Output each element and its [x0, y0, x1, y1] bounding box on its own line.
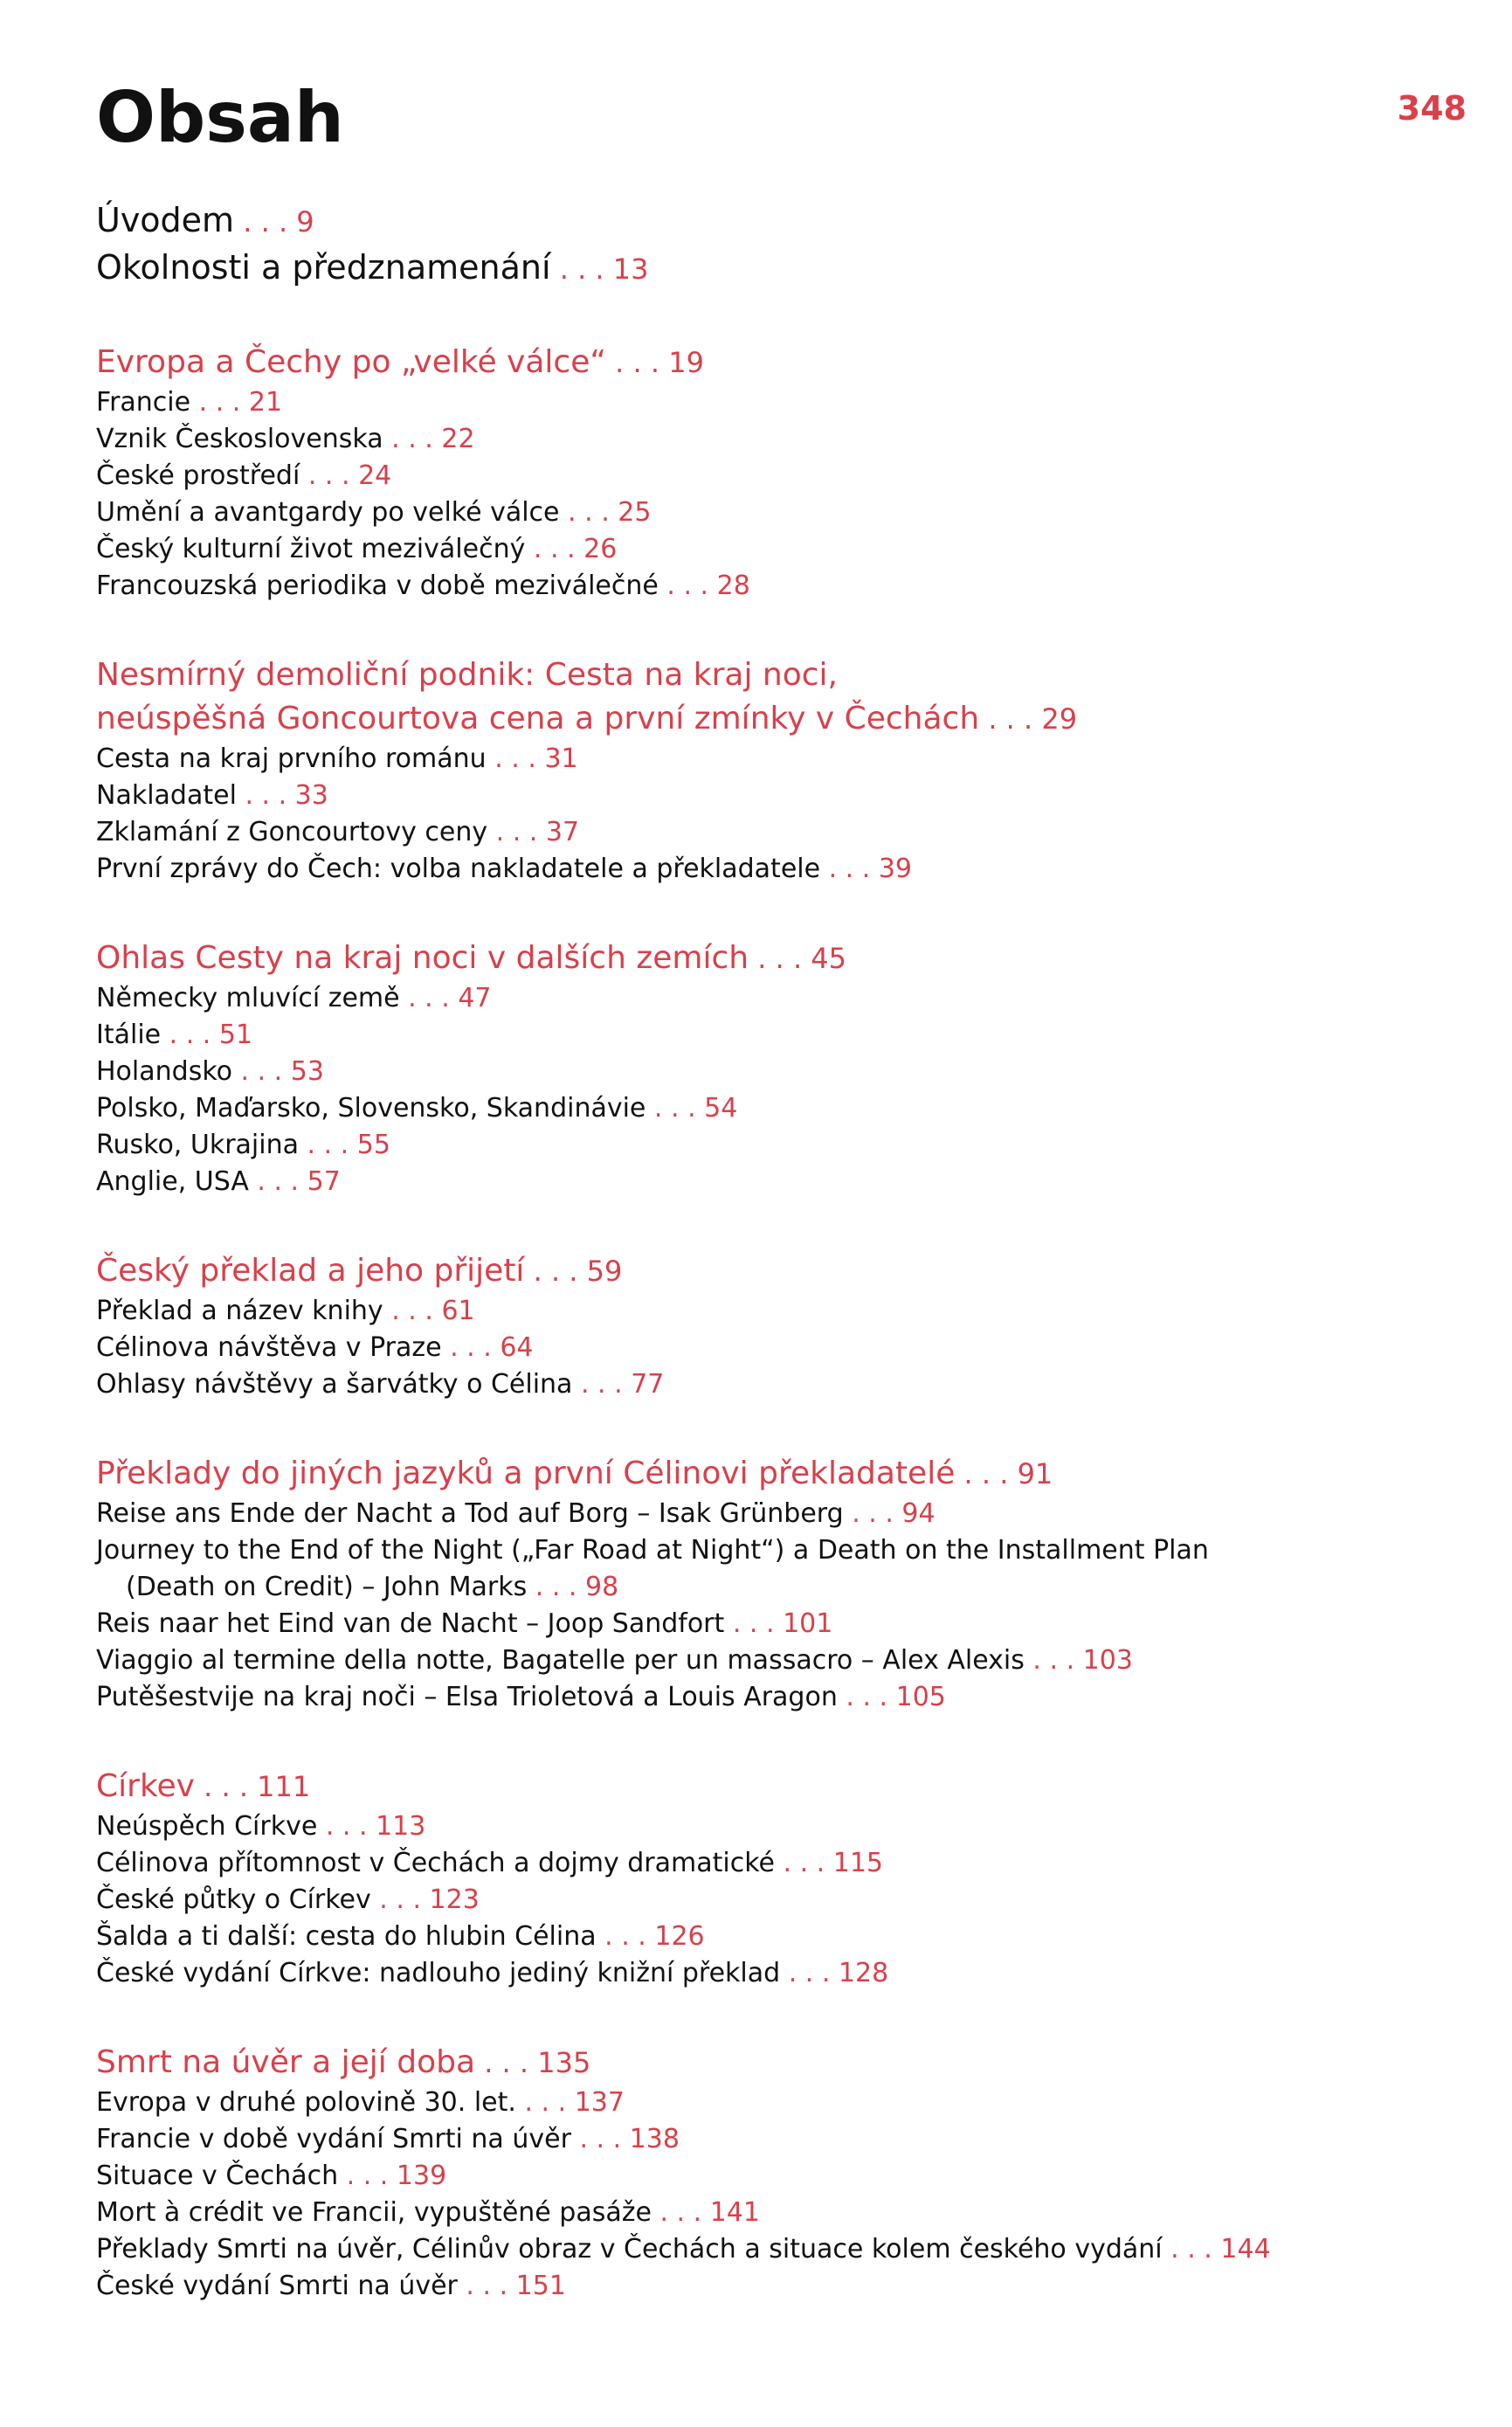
- leader-dots: . . .: [559, 497, 618, 528]
- toc-entry[interactable]: [96, 421, 1441, 458]
- table-of-contents: [96, 197, 1441, 2305]
- toc-sections: [96, 341, 1441, 2305]
- leader-dots: . . .: [248, 1166, 307, 1197]
- toc-entry[interactable]: [96, 1532, 1441, 1606]
- toc-entry[interactable]: [96, 1366, 1441, 1403]
- toc-entry[interactable]: [96, 814, 1441, 851]
- page-ref: 77: [631, 1369, 665, 1400]
- toc-entry[interactable]: [96, 2268, 1441, 2305]
- leader-dots: . . .: [1024, 1645, 1083, 1676]
- entry-title: Překlady Smrti na úvěr, Célinův obraz v Čechách a situace kolem českého vydání: [96, 2234, 1163, 2265]
- page-ref: 59: [586, 1255, 623, 1288]
- page-ref: 138: [629, 2124, 680, 2154]
- toc-entry[interactable]: [96, 1017, 1441, 1054]
- page-ref: 51: [218, 1020, 253, 1050]
- entry-title: Rusko, Ukrajina: [96, 1130, 299, 1160]
- toc-section: [96, 1452, 1441, 1716]
- leader-dots: . . .: [383, 424, 442, 454]
- leader-dots: . . .: [236, 780, 295, 811]
- page-ref: 137: [574, 2087, 625, 2118]
- page-ref: 26: [583, 534, 618, 564]
- toc-entry[interactable]: [96, 568, 1441, 605]
- entry-title: Anglie, USA: [96, 1166, 249, 1197]
- leader-dots: . . .: [194, 1770, 258, 1803]
- page-ref: 103: [1082, 1645, 1133, 1676]
- page-ref: 55: [356, 1130, 390, 1160]
- entry-title: Cesta na kraj prvního románu: [96, 743, 487, 774]
- toc-entry[interactable]: [96, 1808, 1441, 1845]
- leader-dots: . . .: [525, 534, 584, 564]
- section-title-text: Církev: [96, 1768, 195, 1804]
- entry-title: Célinova přítomnost v Čechách a dojmy dramatické: [96, 1848, 775, 1878]
- toc-entry[interactable]: [96, 741, 1441, 778]
- page-ref: 13: [612, 252, 649, 286]
- entry-title: Ohlasy návštěvy a šarvátky o Célina: [96, 1369, 573, 1400]
- page-ref: 33: [294, 780, 328, 811]
- leader-dots: . . .: [338, 2161, 397, 2191]
- leader-dots: . . .: [234, 205, 297, 239]
- page-ref: 19: [668, 346, 704, 379]
- leader-dots: . . .: [774, 1848, 833, 1878]
- entry-title: Situace v Čechách: [96, 2161, 339, 2191]
- toc-entry[interactable]: [96, 1496, 1441, 1532]
- section-title-text: Ohlas Cesty na kraj noci v dalších zemích: [96, 940, 749, 976]
- leader-dots: . . .: [749, 942, 811, 975]
- toc-entry[interactable]: [96, 1293, 1441, 1330]
- page-title: Obsah: [96, 77, 344, 158]
- toc-section: [96, 341, 1441, 605]
- leader-dots: . . .: [780, 1958, 839, 1988]
- leader-dots: . . .: [606, 346, 669, 379]
- toc-entry[interactable]: [96, 1882, 1441, 1919]
- leader-dots: . . .: [570, 2124, 630, 2154]
- page-ref: 9: [296, 205, 314, 239]
- intro-entries: [96, 197, 1441, 292]
- page-ref: 98: [585, 1572, 619, 1602]
- page-ref: 113: [376, 1811, 426, 1842]
- toc-entry[interactable]: [96, 2085, 1441, 2121]
- entry-title: Viaggio al termine della notte, Bagatelle per un massacro – Alex Alexis: [96, 1645, 1025, 1676]
- leader-dots: . . .: [550, 252, 613, 286]
- toc-entry[interactable]: [96, 1642, 1441, 1679]
- page-ref: 31: [544, 743, 578, 774]
- section-heading[interactable]: [96, 1765, 1441, 1808]
- toc-entry[interactable]: [96, 1845, 1441, 1882]
- toc-entry[interactable]: [96, 1090, 1441, 1127]
- leader-dots: . . .: [837, 1682, 896, 1712]
- leader-dots: . . .: [317, 1811, 376, 1842]
- page-ref: 151: [515, 2271, 566, 2301]
- leader-dots: . . .: [231, 1056, 291, 1087]
- entry-title: Francouzská periodika v době meziválečné: [96, 570, 659, 601]
- entry-title: České půtky o Církev: [96, 1884, 371, 1915]
- page-ref: 37: [545, 817, 580, 847]
- entry-title: Německy mluvící země: [96, 983, 400, 1013]
- section-title-text: Smrt na úvěr a její doba: [96, 2044, 476, 2080]
- page-ref: 144: [1220, 2234, 1271, 2265]
- page-ref: 91: [1017, 1457, 1053, 1490]
- toc-entry[interactable]: [96, 851, 1441, 888]
- toc-intro-entry[interactable]: [96, 245, 1441, 292]
- entry-title: (Death on Credit) – John Marks: [126, 1572, 528, 1602]
- leader-dots: . . .: [646, 1093, 705, 1124]
- toc-entry[interactable]: [96, 2195, 1441, 2231]
- leader-dots: . . .: [843, 1498, 902, 1529]
- leader-dots: . . .: [370, 1884, 430, 1915]
- leader-dots: . . .: [658, 570, 717, 601]
- toc-entry[interactable]: [96, 1054, 1441, 1090]
- leader-dots: . . .: [161, 1020, 219, 1050]
- entry-title: První zprávy do Čech: volba nakladatele a překladatele: [96, 854, 821, 884]
- toc-entry[interactable]: [96, 1919, 1441, 1955]
- entry-title: Putěšestvije na kraj noči – Elsa Trioletová a Louis Aragon: [96, 1682, 838, 1712]
- section-heading[interactable]: [96, 341, 1441, 384]
- entry-title: Reise ans Ende der Nacht a Tod auf Borg – Isak Grünberg: [96, 1498, 844, 1529]
- toc-entry[interactable]: [96, 1164, 1441, 1200]
- entry-title: Úvodem: [96, 201, 235, 239]
- page-ref: 53: [290, 1056, 324, 1087]
- leader-dots: . . .: [441, 1332, 501, 1363]
- section-heading[interactable]: [96, 653, 1441, 741]
- toc-section: [96, 653, 1441, 888]
- page-ref: 28: [716, 570, 750, 601]
- leader-dots: . . .: [383, 1296, 442, 1326]
- section-heading[interactable]: [96, 1249, 1441, 1293]
- toc-section: [96, 1765, 1441, 1992]
- section-title-text-line1: Nesmírný demoliční podnik: Cesta na kraj noci,: [96, 657, 838, 693]
- toc-entry[interactable]: [96, 2158, 1441, 2195]
- section-heading[interactable]: [96, 937, 1441, 980]
- leader-dots: . . .: [955, 1457, 1018, 1490]
- page-ref: 115: [832, 1848, 884, 1878]
- entry-title: Umění a avantgardy po velké válce: [96, 497, 560, 528]
- page-ref: 128: [838, 1958, 889, 1988]
- entry-title: Vznik Československa: [96, 424, 383, 454]
- leader-dots: . . .: [475, 2046, 538, 2079]
- leader-dots: . . .: [527, 1572, 585, 1602]
- page-ref: 57: [307, 1166, 341, 1197]
- entry-title: Okolnosti a předznamenání: [96, 248, 551, 287]
- page-ref: 141: [709, 2197, 760, 2228]
- entry-title: Mort à crédit ve Francii, vypuštěné pasáže: [96, 2197, 652, 2228]
- entry-title-line2: [96, 1572, 618, 1602]
- page-ref: 139: [396, 2161, 447, 2191]
- page-ref: 24: [358, 460, 392, 491]
- page-ref: 123: [429, 1884, 480, 1915]
- section-title-text: neúspěšná Goncourtova cena a první zmínky v Čechách: [96, 701, 980, 736]
- page-ref: 25: [618, 497, 652, 528]
- toc-section: [96, 937, 1441, 1200]
- leader-dots: . . .: [486, 743, 545, 774]
- toc-entry[interactable]: [96, 1679, 1441, 1716]
- leader-dots: . . .: [524, 1255, 587, 1288]
- entry-title: České vydání Smrti na úvěr: [96, 2271, 458, 2301]
- leader-dots: . . .: [299, 1130, 357, 1160]
- leader-dots: . . .: [572, 1369, 632, 1400]
- entry-title: Célinova návštěva v Praze: [96, 1332, 442, 1363]
- page-ref: 64: [500, 1332, 534, 1363]
- section-title-text: Evropa a Čechy po „velké válce“: [96, 344, 606, 380]
- page-ref: 29: [1041, 702, 1078, 736]
- leader-dots: . . .: [487, 817, 546, 847]
- entry-title: České vydání Církve: nadlouho jediný knižní překlad: [96, 1958, 781, 1988]
- page-ref: 105: [895, 1682, 946, 1712]
- toc-entry[interactable]: [96, 1127, 1441, 1164]
- section-title-text-line2: [96, 701, 1077, 736]
- page-ref: 94: [901, 1498, 936, 1529]
- page-ref: 45: [811, 942, 846, 975]
- leader-dots: . . .: [1162, 2234, 1221, 2265]
- entry-title: Evropa v druhé polovině 30. let.: [96, 2087, 516, 2118]
- leader-dots: . . .: [979, 702, 1042, 736]
- page-ref: 22: [441, 424, 475, 454]
- page-ref: 21: [248, 387, 283, 418]
- entry-title: Neúspěch Církve: [96, 1811, 318, 1842]
- entry-title: Šalda a ti další: cesta do hlubin Célina: [96, 1921, 597, 1952]
- toc-entry[interactable]: [96, 1955, 1441, 1992]
- leader-dots: . . .: [596, 1921, 655, 1952]
- section-heading[interactable]: [96, 2041, 1441, 2085]
- toc-section: [96, 1249, 1441, 1403]
- toc-entry[interactable]: [96, 1330, 1441, 1366]
- section-title-text: Překlady do jiných jazyků a první Célinovi překladatelé: [96, 1456, 956, 1491]
- toc-entry[interactable]: [96, 2121, 1441, 2158]
- leader-dots: . . .: [399, 983, 459, 1013]
- toc-entry[interactable]: [96, 384, 1441, 421]
- entry-title: Reis naar het Eind van de Nacht – Joop Sandfort: [96, 1608, 725, 1639]
- entry-title: Francie: [96, 387, 191, 418]
- toc-entry[interactable]: [96, 2231, 1441, 2268]
- entry-title: Překlad a název knihy: [96, 1296, 383, 1326]
- entry-title: Nakladatel: [96, 780, 237, 811]
- page-number: 348: [1397, 89, 1467, 128]
- entry-title: Český kulturní život meziválečný: [96, 534, 526, 564]
- page-ref: 126: [654, 1921, 705, 1952]
- section-heading[interactable]: [96, 1452, 1441, 1496]
- page-ref: 54: [704, 1093, 738, 1124]
- section-title-text: Český překlad a jeho přijetí: [96, 1253, 525, 1289]
- toc-entry[interactable]: [96, 1606, 1441, 1642]
- leader-dots: . . .: [457, 2271, 516, 2301]
- leader-dots: . . .: [724, 1608, 784, 1639]
- entry-title: Holandsko: [96, 1056, 232, 1087]
- toc-intro-entry[interactable]: [96, 197, 1441, 245]
- toc-entry[interactable]: [96, 458, 1441, 494]
- page-ref: 135: [537, 2046, 591, 2079]
- entry-title: České prostředí: [96, 460, 300, 491]
- entry-title-line1: Journey to the End of the Night („Far Road at Night“) a Death on the Installment Plan: [96, 1535, 1209, 1566]
- entry-title: Polsko, Maďarsko, Slovensko, Skandinávie: [96, 1093, 646, 1124]
- toc-section: [96, 2041, 1441, 2305]
- entry-title: Itálie: [96, 1020, 162, 1050]
- page-ref: 39: [878, 854, 913, 884]
- toc-entry[interactable]: [96, 778, 1441, 814]
- page-ref: 101: [783, 1608, 833, 1639]
- toc-entry[interactable]: [96, 494, 1441, 531]
- leader-dots: . . .: [820, 854, 879, 884]
- toc-entry[interactable]: [96, 980, 1441, 1017]
- leader-dots: . . .: [300, 460, 359, 491]
- leader-dots: . . .: [515, 2087, 575, 2118]
- leader-dots: . . .: [190, 387, 249, 418]
- entry-title: Zklamání z Goncourtovy ceny: [96, 817, 488, 847]
- page-ref: 61: [441, 1296, 475, 1326]
- page-ref: 47: [458, 983, 492, 1013]
- entry-title: Francie v době vydání Smrti na úvěr: [96, 2124, 571, 2154]
- page-ref: 111: [257, 1770, 311, 1803]
- leader-dots: . . .: [651, 2197, 710, 2228]
- toc-entry[interactable]: [96, 531, 1441, 568]
